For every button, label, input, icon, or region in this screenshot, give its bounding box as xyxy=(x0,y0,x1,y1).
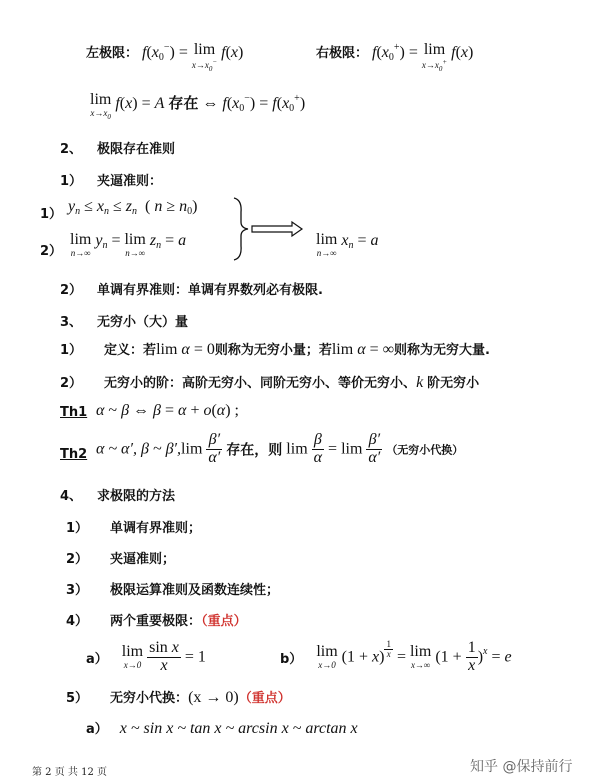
section-number: 3、 xyxy=(60,315,83,330)
subsection-number: 2） xyxy=(60,283,83,298)
monotone-bounded-text: 单调有界准则：单调有界数列必有极限. xyxy=(97,283,323,298)
condition-number: 2） xyxy=(40,244,63,259)
page-number: 第 2 页 共 12 页 xyxy=(32,767,107,778)
section-number: 2、 xyxy=(60,142,83,157)
method-item: 2） 夹逼准则； xyxy=(66,552,176,567)
squeeze-inequality: yn ≤ xn ≤ zn ( n ≥ n0) xyxy=(68,198,198,217)
limit-existence-formula: lim $x\to x_0$ f(x) = A 存在 ⇔ f(x0−) = f(x0+) xyxy=(90,91,306,121)
section-number: 4、 xyxy=(60,489,83,504)
infinitesimal-definition: 1） 定义：若lim α = 0则称为无穷小量；若lim α = ∞则称为无穷大量. xyxy=(60,341,490,358)
method-item: 4） 两个重要极限：（重点） xyxy=(66,614,247,629)
squeeze-conclusion: lim n→∞ xn = a xyxy=(316,231,379,258)
right-limit-formula: 右极限： f(x0+) = lim $x\to x_0^+$ f(x) xyxy=(316,41,474,73)
lim-operator: lim $x\to x_0^-$ xyxy=(191,41,218,73)
method-item-equiv: 5） 无穷小代换：(x → 0)（重点） xyxy=(66,689,291,706)
important-limit-a: a） lim x→0 $\frac{\text{sin x}}{x}$ = 1 xyxy=(86,639,206,674)
left-limit-formula: 左极限： f(x0−) = lim $x\to x_0^-$ f(x) xyxy=(86,41,244,73)
lim-operator: lim $x\to x_0^+$ xyxy=(421,41,448,73)
left-limit-label: 左极限： xyxy=(86,46,139,61)
important-limit-b: b） lim x→0 (1 + x) $\frac{1}{x}$ = lim x→∞ (1 + $\frac{1}{x}$ )$^x$ = e xyxy=(280,639,512,674)
iff-symbol: ⇔ xyxy=(202,95,219,112)
condition-number: 1） xyxy=(40,207,63,222)
squeeze-limits: lim n→∞ yn = lim n→∞ zn = a xyxy=(70,231,187,258)
theorem-1-label: Th1 xyxy=(60,405,88,420)
right-limit-label: 右极限： xyxy=(316,46,369,61)
left-limit-expr: f xyxy=(142,44,147,61)
infinitesimal-order: 2） 无穷小的阶：高阶无穷小、同阶无穷小、等价无穷小、k 阶无穷小 xyxy=(60,374,480,391)
method-item: 1） 单调有界准则； xyxy=(66,521,202,536)
watermark: 知乎 @保持前行 xyxy=(470,759,573,775)
key-point-marker: （重点） xyxy=(238,691,291,706)
theorem-2-formula: α ~ α′, β ~ β′,lim $\frac{\beta'}{\alpha'}$ 存在，则 lim $\frac{\beta}{\alpha}$ = lim $\frac{\beta'}{\alpha'}$ （无穷小代换） xyxy=(96,431,464,466)
section-title: 无穷小（大）量 xyxy=(97,315,189,330)
section-title: 极限存在准则 xyxy=(97,142,176,157)
theorem-2-label: Th2 xyxy=(60,447,88,462)
exist-word: 存在 xyxy=(168,94,199,112)
key-point-marker: （重点） xyxy=(201,614,247,629)
subsection-title: 夹逼准则： xyxy=(97,174,163,189)
method-item: 3） 极限运算准则及函数连续性； xyxy=(66,583,280,598)
section-title: 求极限的方法 xyxy=(97,489,176,504)
subsection-number: 1） xyxy=(60,174,83,189)
brace-arrow-graphic xyxy=(226,196,306,262)
theorem-1-formula: α ~ β ⇔ β = α + o(α) ; xyxy=(96,402,239,419)
equivalence-chain: a） x ~ sin x ~ tan x ~ arcsin x ~ arctan x xyxy=(86,720,358,737)
